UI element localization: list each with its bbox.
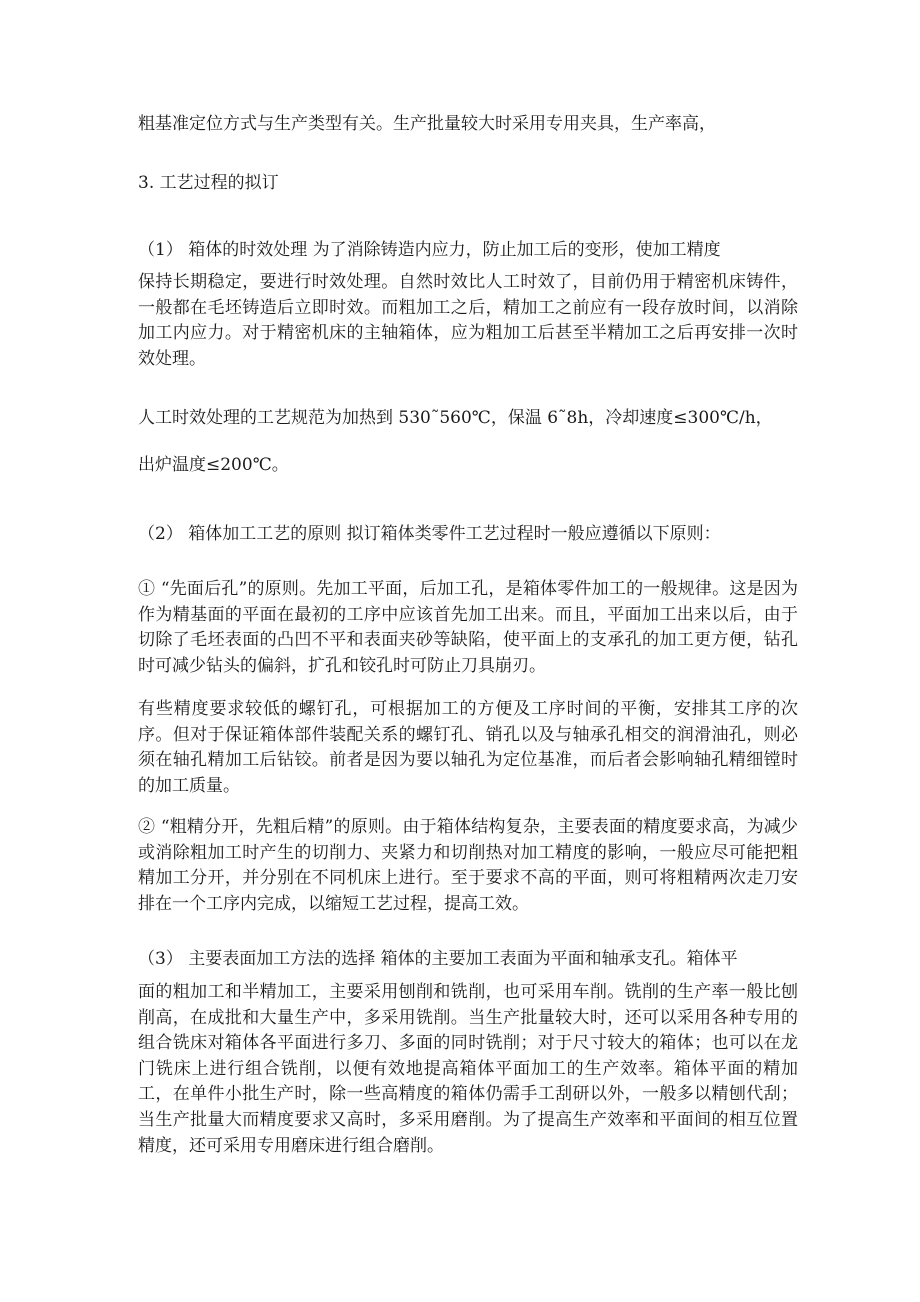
paragraph-principles-heading: （2） 箱体加工工艺的原则 拟订箱体类零件工艺过程时一般应遵循以下原则： — [138, 524, 721, 544]
text-line-furnace-temp: 出炉温度≤200℃。 — [138, 455, 289, 475]
paragraph-aging-heading: （1） 箱体的时效处理 为了消除铸造内应力，防止加工后的变形，使加工精度 — [138, 240, 721, 260]
section-heading: 3. 工艺过程的拟订 — [138, 173, 279, 193]
paragraph-face-before-hole: ① “先面后孔”的原则。先加工平面，后加工孔，是箱体零件加工的一般规律。这是因为作为精基面的平面在最初的工序中应该首先加工出来。而且，平面加工出来以后，由于切除了毛坯表面的凸凹不平和表面夹砂等缺陷，使平面上的支承孔的加工更方便，钻孔时可减少钻头的偏斜，扩孔和铰孔时可防止刀具崩刃。 — [138, 579, 798, 676]
paragraph-screw-holes: 有些精度要求较低的螺钉孔，可根据加工的方便及工序时间的平衡，安排其工序的次序。但对于保证箱体部件装配关系的螺钉孔、销孔以及与轴承孔相交的润滑油孔，则必须在轴孔精加工后钻铰。前者是因为要以轴孔为定位基准，而后者会影响轴孔精细镗时的加工质量。 — [138, 699, 798, 796]
paragraph-surface-methods-body: 面的粗加工和半精加工，主要采用刨削和铣削，也可采用车削。铣削的生产率一般比刨削高，在成批和大量生产中，多采用铣削。当生产批量较大时，还可以采用各种专用的组合铣床对箱体各平面进行多刀、多面的同时铣削；对于尺寸较大的箱体；也可以在龙门铣床上进行组合铣削，以便有效地提高箱体平面加工的生产效率。箱体平面的精加工，在单件小批生产时，除一些高精度的箱体仍需手工刮研以外，一般多以精刨代刮；当生产批量大而精度要求又高时，多采用磨削。为了提高生产效率和平面间的相互位置精度，还可采用专用磨床进行组合磨削。 — [138, 982, 798, 1156]
paragraph-rough-fine: ② “粗精分开，先粗后精”的原则。由于箱体结构复杂，主要表面的精度要求高，为减少或消除粗加工时产生的切削力、夹紧力和切削热对加工精度的影响，一般应尽可能把粗精加工分开，并分别在不同机床上进行。至于要求不高的平面，则可将粗精两次走刀安排在一个工序内完成，以缩短工艺过程，提高工效。 — [138, 817, 798, 914]
text-line-fixture: 粗基准定位方式与生产类型有关。生产批量较大时采用专用夹具，生产率高， — [138, 114, 716, 134]
paragraph-aging-body: 保持长期稳定，要进行时效处理。自然时效比人工时效了，目前仍用于精密机床铸件，一般都在毛坯铸造后立即时效。而粗加工之后，精加工之前应有一段存放时间，以消除加工内应力。对于精密机床的主轴箱体，应为粗加工后甚至半精加工之后再安排一次时效处理。 — [138, 272, 798, 369]
text-line-aging-spec: 人工时效处理的工艺规范为加热到 530˜560℃，保温 6˜8h，冷却速度≤300℃/h， — [138, 408, 773, 428]
paragraph-surface-methods-heading: （3） 主要表面加工方法的选择 箱体的主要加工表面为平面和轴承支孔。箱体平 — [138, 949, 738, 969]
